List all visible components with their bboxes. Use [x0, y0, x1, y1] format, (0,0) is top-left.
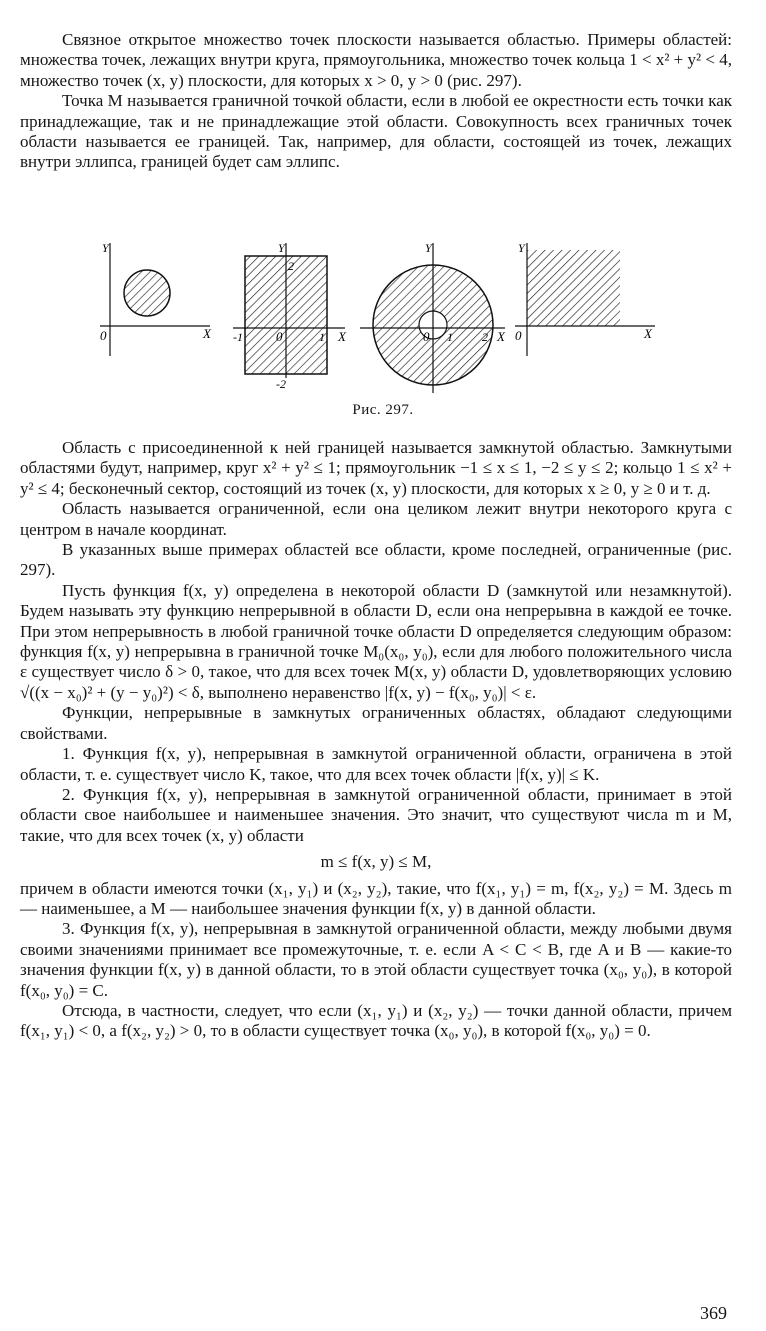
- rectangle-one-label: 1: [319, 330, 325, 344]
- panel-disk: [100, 241, 212, 356]
- annulus-x-label: X: [497, 329, 505, 344]
- annulus-origin-label: 0: [423, 329, 430, 344]
- disk-y-label: Y: [102, 241, 109, 255]
- paragraph-bounded-domain: Область называется ограниченной, если она целиком лежит внутри некоторого круга с центром в начале координат.: [20, 499, 732, 539]
- disk-region: [124, 270, 170, 316]
- rectangle-y-label: Y: [278, 241, 285, 255]
- disk-origin-label: 0: [100, 328, 107, 343]
- rectangle-minus2-label: -2: [276, 377, 286, 391]
- panel-rectangle: [233, 241, 347, 391]
- panel-quadrant: [515, 241, 655, 356]
- paragraph-property-3: 3. Функция f(x, y), непрерывная в замкнутой ограниченной области, между любыми двумя своими значениями принимает все промежуточные, т. е. если A < C < B, где A и B — какие-то значения функции f(x, y) в данной области, то в этой области существует точка (x₀, y₀), в которой f(x₀, y₀) = C.: [20, 919, 732, 1000]
- quadrant-y-label: Y: [518, 241, 525, 255]
- disk-x-label: X: [203, 326, 211, 341]
- paragraph-domain-definition: Связное открытое множество точек плоскости называется областью. Примеры областей: множества точек, лежащих внутри круга, прямоугольника, множество точек кольца 1 < x² + y² < 4, множество точек (x, y) плоскости, для которых x > 0, y > 0 (рис. 297).: [20, 30, 732, 90]
- rectangle-two-label: 2: [288, 259, 294, 273]
- paragraph-properties-intro: Функции, непрерывные в замкнутых ограниченных областях, обладают следующими свойствами.: [20, 703, 732, 743]
- paragraph-property-1: 1. Функция f(x, y), непрерывная в замкнутой ограниченной области, ограничена в этой области, т. е. существует число K, такое, что для всех точек области |f(x, y)| ≤ K.: [20, 744, 732, 784]
- paragraph-examples-bounded: В указанных выше примерах областей все области, кроме последней, ограниченные (рис. 297).: [20, 540, 732, 580]
- annulus-two-label: 2: [482, 330, 488, 344]
- rectangle-origin-label: 0: [276, 329, 283, 344]
- paragraph-continuity: Пусть функция f(x, y) определена в некоторой области D (замкнутой или незамкнутой). Будем называть эту функцию непрерывной в области D, если она непрерывна в каждой ее точке. При этом непрерывность в любой граничной точке области D определяется следующим образом: функция f(x, y) непрерывна в граничной точке M₀(x₀, y₀), если для любого положительного числа ε существует число δ > 0, такое, что для всех точек M(x, y) области D, удовлетворяющих условию √((x − x₀)² + (y − y₀)²) < δ, выполнено неравенство |f(x, y) − f(x₀, y₀)| < ε.: [20, 580, 732, 702]
- quadrant-origin-label: 0: [515, 328, 522, 343]
- figure-caption: Рис. 297.: [352, 402, 414, 418]
- text-block-middle: [20, 438, 732, 1042]
- rectangle-x-label: X: [338, 329, 346, 344]
- paragraph-corollary: Отсюда, в частности, следует, что если (x₁, y₁) и (x₂, y₂) — точки данной области, причем f(x₁, y₁) < 0, а f(x₂, y₂) > 0, то в области существует точка (x₀, y₀), в которой f(x₀, y₀) = 0.: [20, 1000, 732, 1041]
- figure-297: [90, 238, 690, 418]
- quadrant-x-label: X: [644, 326, 652, 341]
- formula-bounds: m ≤ f(x, y) ≤ M,: [320, 852, 432, 872]
- paragraph-boundary-definition: Точка M называется граничной точкой области, если в любой ее окрестности есть точки как принадлежащие, так и не принадлежащие этой области. Совокупность всех граничных точек области называется ее границей. Так, например, для области, состоящей из точек, лежащих внутри эллипса, границей будет сам эллипс.: [20, 91, 732, 172]
- figure-regions-svg: [90, 238, 690, 398]
- page-number: 369: [700, 1303, 727, 1323]
- annulus-one-label: 1: [447, 330, 453, 344]
- paragraph-closed-domain: Область с присоединенной к ней границей называется замкнутой областью. Замкнутыми областями будут, например, круг x² + y² ≤ 1; прямоугольник −1 ≤ x ≤ 1, −2 ≤ y ≤ 2; кольцо 1 ≤ x² + y² ≤ 4; бесконечный сектор, состоящий из точек (x, y) плоскости, для которых x ≥ 0, y ≥ 0 и т. д.: [20, 438, 732, 498]
- paragraph-points-extrema: причем в области имеются точки (x₁, y₁) и (x₂, y₂), такие, что f(x₁, y₁) = m, f(x₂, y₂) = M. Здесь m — наименьшее, а M — наибольшее значения функции f(x, y) в данной области.: [20, 878, 732, 918]
- quadrant-region: [527, 250, 620, 326]
- text-block-top: [20, 30, 732, 173]
- annulus-y-label: Y: [425, 241, 432, 255]
- rectangle-minus1-label: -1: [233, 330, 243, 344]
- paragraph-property-2: 2. Функция f(x, y), непрерывная в замкнутой ограниченной области, принимает в этой области свое наибольшее и наименьшее значения. Это значит, что существуют числа m и M, такие, что для всех точек (x, y) области: [20, 784, 732, 845]
- panel-annulus: [360, 241, 506, 393]
